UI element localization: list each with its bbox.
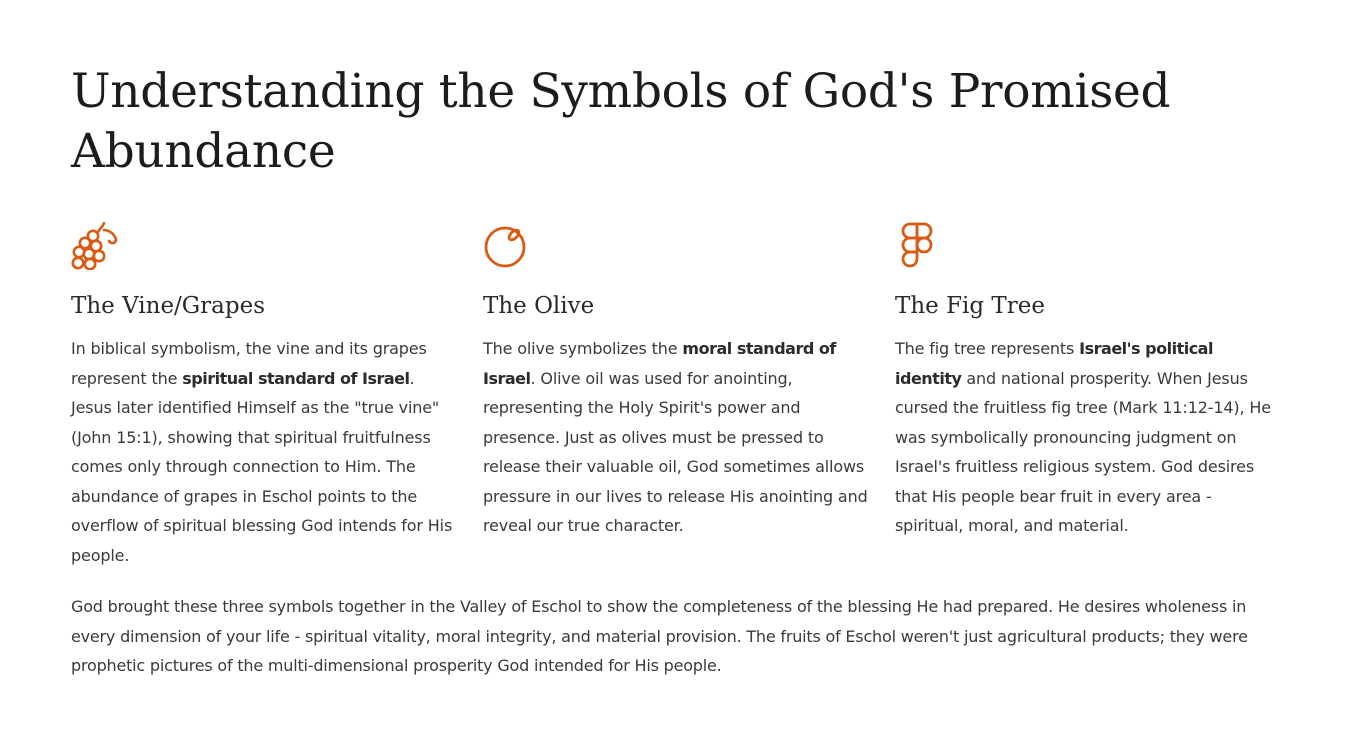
page-title: Understanding the Symbols of God's Promised Abundance: [71, 64, 1171, 179]
symbol-card-fig: [895, 222, 1281, 535]
symbol-description: The olive symbolizes the moral standard of Israel. Olive oil was used for anointing, representing the Holy Spirit's power and presence. Just as olives must be pressed to release their valuable oil, God sometimes allows pressure in our lives to release His anointing and reveal our true character.: [483, 339, 868, 535]
symbol-highlight: Israel's political identity: [895, 339, 1213, 388]
symbol-card-vine: [71, 222, 457, 565]
symbol-description: The fig tree represents Israel's political identity and national prosperity. When Jesus cursed the fruitless fig tree (Mark 11:12-14), He was symbolically pronouncing judgment on Israel's fruitless religious system. God desires that His people bear fruit in every area - spiritual, moral, and material.: [895, 339, 1271, 535]
symbol-heading: The Vine/Grapes: [71, 293, 266, 319]
olive-icon: [483, 222, 531, 270]
symbol-highlight: spiritual standard of Israel: [182, 368, 410, 388]
symbol-card-olive: [483, 222, 869, 535]
symbol-heading: The Olive: [483, 293, 595, 319]
symbols-grid: [71, 222, 1281, 572]
fig-icon: [895, 222, 943, 270]
symbol-heading: The Fig Tree: [895, 293, 1045, 319]
symbol-description: In biblical symbolism, the vine and its grapes represent the spiritual standard of Israel. Jesus later identified Himself as the "true vine" (John 15:1), showing that spiritual fruitfulness comes only through connection to Him. The abundance of grapes in Eschol points to the overflow of spiritual blessing God intends for His people.: [71, 339, 453, 565]
symbol-highlight: moral standard of Israel: [483, 339, 836, 388]
summary-paragraph: God brought these three symbols together in the Valley of Eschol to show the completeness of the blessing He had prepared. He desires wholeness in every dimension of your life - spiritual vitality, moral integrity, and material provision. The fruits of Eschol weren't just agricultural products; they were prophetic pictures of the multi-dimensional prosperity God intended for His people.: [71, 597, 1248, 675]
grapes-icon: [71, 222, 119, 270]
